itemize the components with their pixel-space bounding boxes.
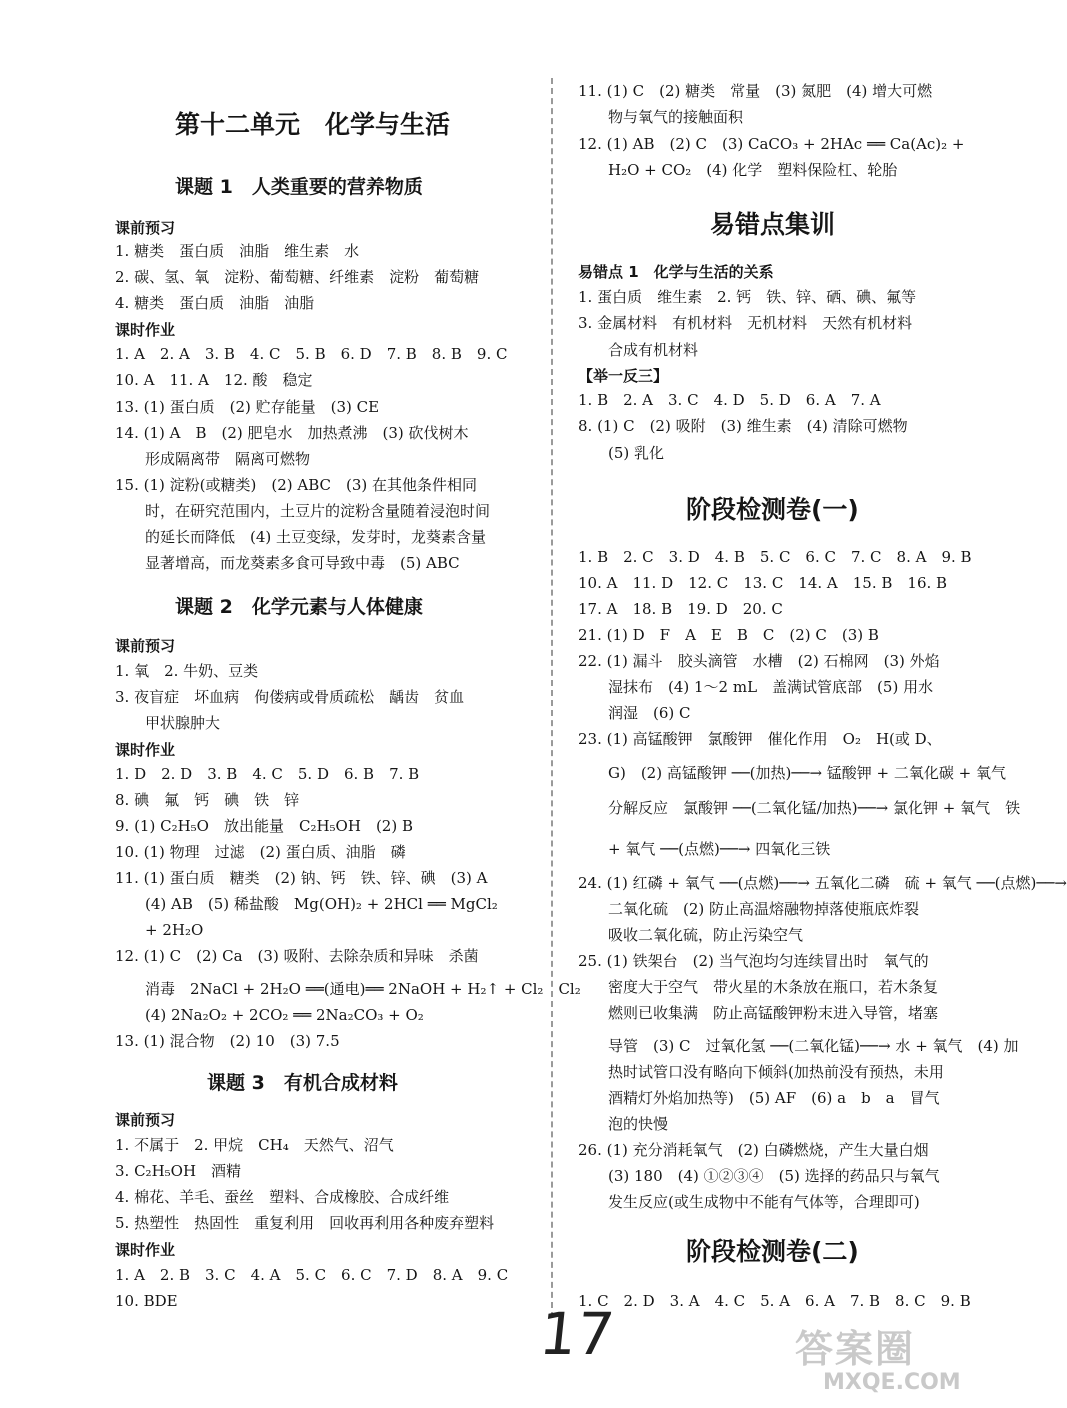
error-points-title: 易错点集训 xyxy=(710,210,836,239)
answer-line: 润湿 (6) C xyxy=(608,704,691,722)
answer-line: 1. 不属于 2. 甲烷 CH₄ 天然气、沼气 xyxy=(115,1136,394,1154)
answer-line: 14. (1) A B (2) 肥皂水 加热煮沸 (3) 砍伐树木 xyxy=(115,424,469,442)
answer-line: 3. 夜盲症 坏血病 佝偻病或骨质疏松 龋齿 贫血 xyxy=(115,688,465,706)
answer-line: 1. 氧 2. 牛奶、豆类 xyxy=(115,662,259,680)
answer-line: 8. 碘 氟 钙 碘 铁 锌 xyxy=(115,791,300,809)
answer-line: 形成隔离带 隔离可燃物 xyxy=(145,450,311,468)
practice-tag: 【举一反三】 xyxy=(578,367,669,385)
answer-line: 密度大于空气 带火星的木条放在瓶口，若木条复 xyxy=(608,978,939,996)
answer-line: 24. (1) 红磷 + 氧气 ──(点燃)──→ 五氧化二磷 硫 + 氧气 ──(点燃)──→ xyxy=(578,874,1067,892)
answer-line: 23. (1) 高锰酸钾 氯酸钾 催化作用 O₂ H(或 D、 xyxy=(578,730,942,748)
topic-2-homework-label: 课时作业 xyxy=(115,741,176,759)
answer-line: 合成有机材料 xyxy=(608,341,699,359)
answer-line: 1. D 2. D 3. B 4. C 5. D 6. B 7. B xyxy=(115,765,420,783)
answer-line: (3) 180 (4) ①②③④ (5) 选择的药品只与氧气 xyxy=(608,1167,940,1185)
answer-line: 10. BDE xyxy=(115,1292,178,1310)
watermark-logo: 答案圈 xyxy=(795,1327,916,1371)
topic-3-preview-label: 课前预习 xyxy=(115,1111,176,1129)
answer-line: 25. (1) 铁架台 (2) 当气泡均匀连续冒出时 氧气的 xyxy=(578,952,929,970)
answer-line: 15. (1) 淀粉(或糖类) (2) ABC (3) 在其他条件相同 xyxy=(115,476,477,494)
answer-line: 2. 碳、氢、氧 淀粉、葡萄糖、纤维素 淀粉 葡萄糖 xyxy=(115,268,480,286)
answer-line: 燃则已收集满 防止高锰酸钾粉末进入导管，堵塞 xyxy=(608,1004,939,1022)
answer-line: 酒精灯外焰加热等) (5) AF (6) a b a 冒气 xyxy=(608,1089,940,1107)
answer-line: 发生反应(或生成物中不能有气体等，合理即可) xyxy=(608,1193,920,1211)
answer-line: 26. (1) 充分消耗氧气 (2) 白磷燃烧，产生大量白烟 xyxy=(578,1141,929,1159)
test-2-title: 阶段检测卷(二) xyxy=(686,1237,859,1266)
answer-line: 泡的快慢 xyxy=(608,1115,669,1133)
answer-line: 时，在研究范围内，土豆片的淀粉含量随着浸泡时间 xyxy=(145,502,491,520)
answer-line: 11. (1) C (2) 糖类 常量 (3) 氮肥 (4) 增大可燃 xyxy=(578,82,933,100)
answer-line: 3. 金属材料 有机材料 无机材料 天然有机材料 xyxy=(578,314,913,332)
answer-line: 湿抹布 (4) 1～2 mL 盖满试管底部 (5) 用水 xyxy=(608,678,934,696)
error-point-1-label: 易错点 1 化学与生活的关系 xyxy=(578,263,774,281)
answer-line: 1. 糖类 蛋白质 油脂 维生素 水 xyxy=(115,242,360,260)
answer-line: 17. A 18. B 19. D 20. C xyxy=(578,600,783,618)
answer-line: + 2H₂O xyxy=(145,921,204,939)
answer-line: 10. A 11. A 12. 酸 稳定 xyxy=(115,371,313,389)
answer-line: 甲状腺肿大 xyxy=(145,714,221,732)
answer-line: 22. (1) 漏斗 胶头滴管 水槽 (2) 石棉网 (3) 外焰 xyxy=(578,652,940,670)
answer-line: 显著增高，而龙葵素多食可导致中毒 (5) ABC xyxy=(145,554,460,572)
answer-line: 21. (1) D F A E B C (2) C (3) B xyxy=(578,626,879,644)
answer-line: 1. A 2. B 3. C 4. A 5. C 6. C 7. D 8. A 9. C xyxy=(115,1266,509,1284)
answer-line: 分解反应 氯酸钾 ──(二氧化锰/加热)──→ 氯化钾 + 氧气 铁 xyxy=(608,799,1021,817)
answer-line: 4. 棉花、羊毛、蚕丝 塑料、合成橡胶、合成纤维 xyxy=(115,1188,450,1206)
answer-line: 1. A 2. A 3. B 4. C 5. B 6. D 7. B 8. B 9. C xyxy=(115,345,508,363)
answer-line: H₂O + CO₂ (4) 化学 塑料保险杠、轮胎 xyxy=(608,161,898,179)
answer-line: 8. (1) C (2) 吸附 (3) 维生素 (4) 清除可燃物 xyxy=(578,417,908,435)
answer-line: 12. (1) C (2) Ca (3) 吸附、去除杂质和异味 杀菌 xyxy=(115,947,479,965)
test-1-title: 阶段检测卷(一) xyxy=(686,495,859,524)
answer-line: 3. C₂H₅OH 酒精 xyxy=(115,1162,242,1180)
answer-line: 吸收二氧化硫，防止污染空气 xyxy=(608,926,804,944)
answer-line: (5) 乳化 xyxy=(608,444,665,462)
topic-1-title: 课题 1 人类重要的营养物质 xyxy=(175,176,423,198)
answer-line: (4) AB (5) 稀盐酸 Mg(OH)₂ + 2HCl ══ MgCl₂ xyxy=(145,895,498,913)
answer-line: 1. C 2. D 3. A 4. C 5. A 6. A 7. B 8. C 9. B xyxy=(578,1292,971,1310)
topic-1-preview-label: 课前预习 xyxy=(115,219,176,237)
topic-3-title: 课题 3 有机合成材料 xyxy=(207,1072,398,1094)
answer-line: 10. A 11. D 12. C 13. C 14. A 15. B 16. B xyxy=(578,574,948,592)
answer-line: 的延长而降低 (4) 土豆变绿，发芽时，龙葵素含量 xyxy=(145,528,487,546)
answer-line: (4) 2Na₂O₂ + 2CO₂ ══ 2Na₂CO₃ + O₂ xyxy=(145,1006,424,1024)
watermark-url: MXQE.COM xyxy=(823,1370,961,1395)
answer-line: 1. B 2. C 3. D 4. B 5. C 6. C 7. C 8. A 9. B xyxy=(578,548,972,566)
answer-line: 11. (1) 蛋白质 糖类 (2) 钠、钙 铁、锌、碘 (3) A xyxy=(115,869,488,887)
answer-line: 12. (1) AB (2) C (3) CaCO₃ + 2HAc ══ Ca(Ac)₂ + xyxy=(578,135,965,153)
answer-line: 9. (1) C₂H₅O 放出能量 C₂H₅OH (2) B xyxy=(115,817,413,835)
unit-title: 第十二单元 化学与生活 xyxy=(175,110,451,139)
answer-line: 10. (1) 物理 过滤 (2) 蛋白质、油脂 磷 xyxy=(115,843,406,861)
watermark xyxy=(795,1318,995,1404)
answer-line: 13. (1) 混合物 (2) 10 (3) 7.5 xyxy=(115,1032,340,1050)
answer-line: 4. 糖类 蛋白质 油脂 油脂 xyxy=(115,294,315,312)
answer-line: G) (2) 高锰酸钾 ──(加热)──→ 锰酸钾 + 二氧化碳 + 氧气 xyxy=(608,764,1006,782)
answer-line: 13. (1) 蛋白质 (2) 贮存能量 (3) CE xyxy=(115,398,380,416)
answer-line: 二氧化硫 (2) 防止高温熔融物掉落使瓶底炸裂 xyxy=(608,900,920,918)
topic-1-homework-label: 课时作业 xyxy=(115,321,176,339)
topic-2-preview-label: 课前预习 xyxy=(115,637,176,655)
answer-line: 5. 热塑性 热固性 重复利用 回收再利用各种废弃塑料 xyxy=(115,1214,495,1232)
handwritten-page-number: 17 xyxy=(536,1300,618,1368)
topic-2-title: 课题 2 化学元素与人体健康 xyxy=(175,596,423,618)
column-divider xyxy=(551,78,553,1318)
answer-line: 导管 (3) C 过氧化氢 ──(二氧化锰)──→ 水 + 氧气 (4) 加 xyxy=(608,1037,1019,1055)
answer-line: 消毒 2NaCl + 2H₂O ══(通电)══ 2NaOH + H₂↑ + Cl₂ Cl₂ xyxy=(145,980,581,998)
topic-3-homework-label: 课时作业 xyxy=(115,1241,176,1259)
answer-line: 热时试管口没有略向下倾斜(加热前没有预热，未用 xyxy=(608,1063,944,1081)
answer-line: 1. B 2. A 3. C 4. D 5. D 6. A 7. A xyxy=(578,391,881,409)
answer-line: 1. 蛋白质 维生素 2. 钙 铁、锌、硒、碘、氟等 xyxy=(578,288,917,306)
answer-line: 物与氧气的接触面积 xyxy=(608,108,744,126)
answer-line: + 氧气 ──(点燃)──→ 四氧化三铁 xyxy=(608,840,831,858)
